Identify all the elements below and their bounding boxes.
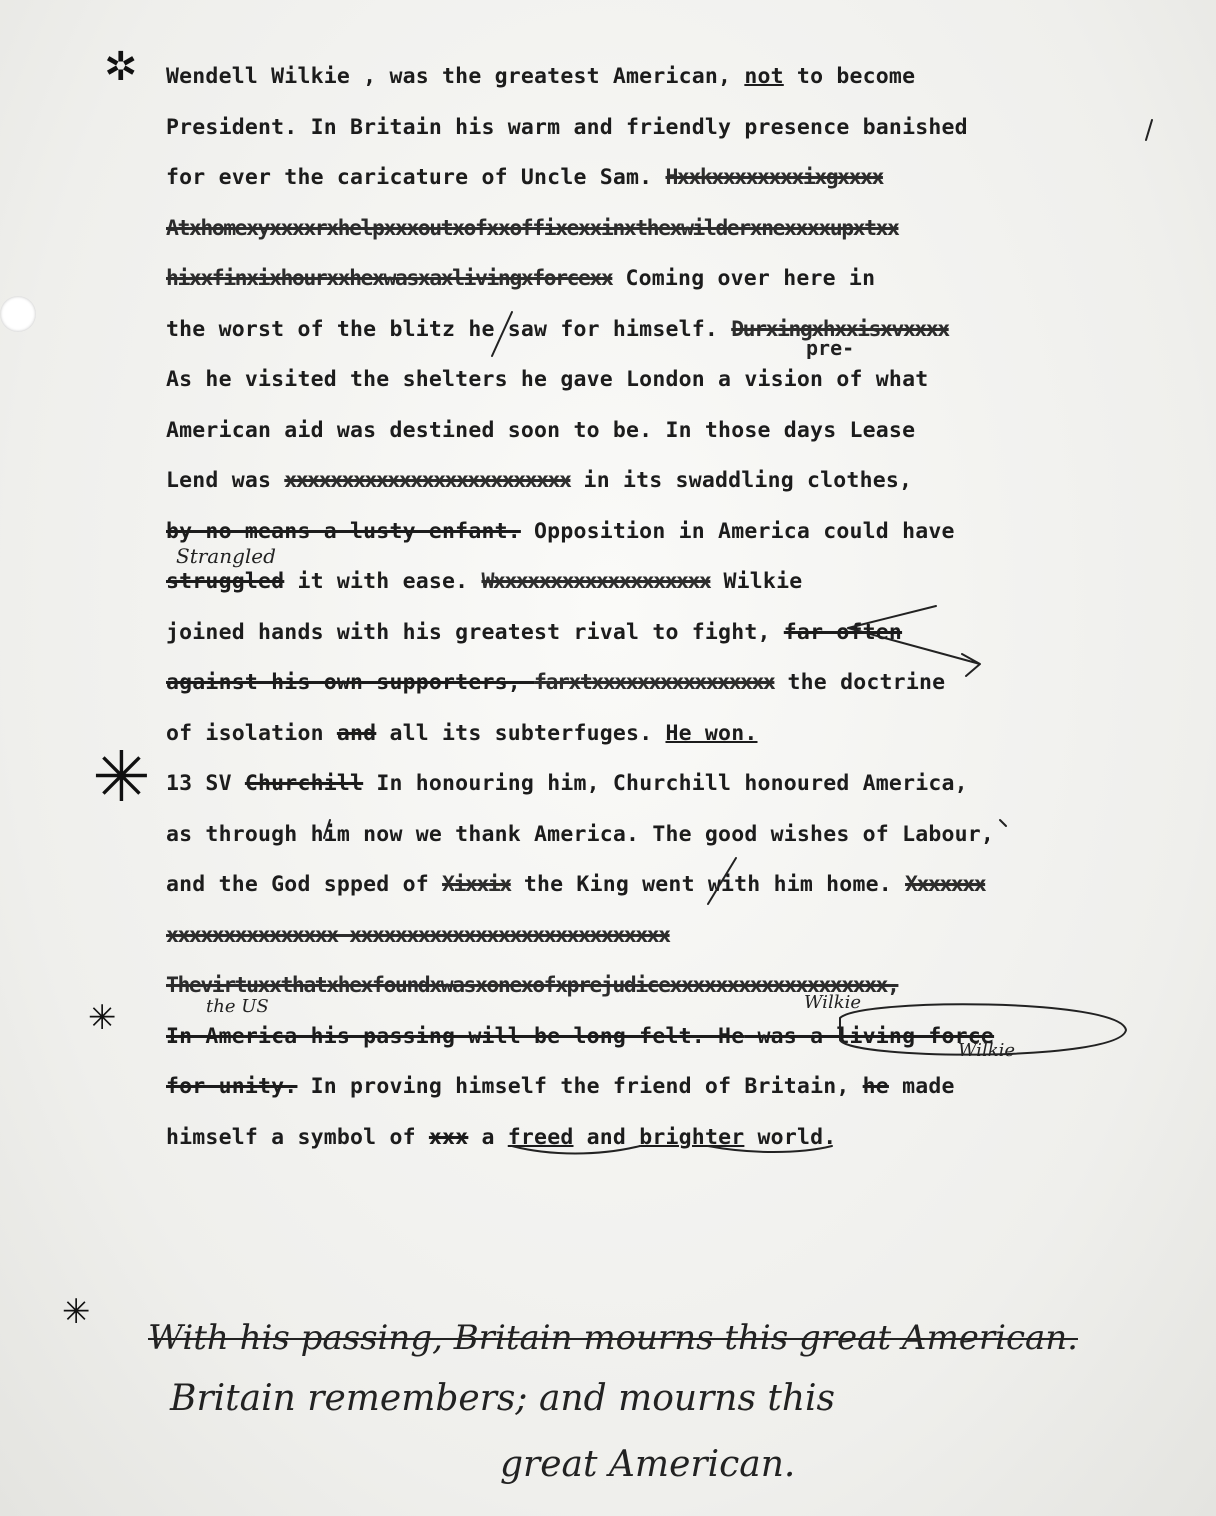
comma-mark-wishes bbox=[1000, 820, 1006, 826]
underline-mark-freed bbox=[512, 1146, 640, 1154]
annotation-the-us: the US bbox=[206, 996, 269, 1017]
crossed-out-text: In America his passing will be long felt. He bbox=[166, 1023, 745, 1049]
typed-text: of isolation bbox=[166, 720, 337, 746]
typed-text: world. bbox=[744, 1124, 837, 1150]
circle-mark-living-force bbox=[840, 1004, 1126, 1054]
struck-out-text: Durxingxhxxisxvxxxx bbox=[731, 316, 949, 342]
crossed-out-text: and bbox=[336, 720, 377, 746]
slash-mark-churchill bbox=[324, 820, 330, 838]
struck-out-text: farxtxxxxxxxxxxxxxxxx bbox=[534, 670, 775, 695]
crossed-out-text: for unity. bbox=[166, 1074, 298, 1099]
margin-star-mark: ✲ bbox=[104, 44, 138, 90]
typed-text: all its subterfuges. bbox=[376, 720, 666, 746]
typed-text: Opposition in America could have bbox=[520, 518, 955, 544]
crossed-out-text: he bbox=[862, 1074, 889, 1099]
struck-out-text: Thevirtuxxthatxhexfoundxwasxonexofxprejudicexxxxxxxxxxxxxxxxxxx, bbox=[166, 973, 899, 998]
typed-text: As he visited the shelters he gave London a vision of what bbox=[166, 367, 929, 392]
annotation-strangled: Strangled bbox=[176, 544, 276, 568]
typed-text: and bbox=[573, 1124, 640, 1150]
struck-out-text: Xixxix bbox=[442, 872, 511, 897]
handwritten-line-1: With his passing, Britain mourns this great American. bbox=[148, 1318, 1078, 1358]
crossed-out-text: by no means a lusty enfant. bbox=[166, 518, 521, 544]
underline-mark-brighter bbox=[708, 1146, 832, 1152]
slash-mark-top-right bbox=[1146, 120, 1152, 140]
underlined-text: not bbox=[744, 64, 784, 89]
typed-text: joined hands with his greatest rival to fight, bbox=[166, 619, 784, 645]
typed-text: American aid was destined soon to be. In those days Lease bbox=[166, 417, 916, 443]
crossed-out-text: struggled bbox=[166, 569, 285, 594]
struck-out-text: Xxxxxxx bbox=[905, 872, 986, 897]
typed-text: 13 SV bbox=[166, 771, 245, 796]
underlined-text: He won. bbox=[665, 720, 758, 746]
crossed-out-text: was a living force bbox=[744, 1023, 995, 1049]
slash-mark-king bbox=[708, 858, 736, 904]
typed-text: the King went with him home. bbox=[510, 872, 906, 897]
typed-text: Wendell Wilkie , was the greatest American, bbox=[166, 64, 745, 89]
crossed-out-text: far often bbox=[783, 619, 903, 645]
typed-text: made bbox=[888, 1074, 955, 1099]
typed-text: In proving himself the friend of Britain, bbox=[297, 1074, 863, 1099]
typed-text: President. In Britain his warm and friendly presence banished bbox=[166, 114, 968, 140]
typed-text: the doctrine bbox=[774, 670, 946, 695]
crossed-out-text: against his own supporters, bbox=[166, 670, 535, 695]
arrow-mark-fight bbox=[848, 606, 980, 676]
struck-out-text: Atxhomexyxxxxrxhelpxxxoutxofxxoffixexxinxthexwilderxnexxxxupxtxx bbox=[166, 215, 899, 241]
typed-text: the worst of the blitz he saw for himself. bbox=[166, 316, 732, 342]
struck-out-text: Wxxxxxxxxxxxxxxxxxxx bbox=[481, 569, 711, 594]
margin-asterisk-small-mark: ✳ bbox=[88, 998, 117, 1038]
underlined-text: freed bbox=[507, 1124, 574, 1150]
typed-text: in its swaddling clothes, bbox=[570, 468, 913, 493]
annotation-wilkie-2: Wilkie bbox=[958, 1040, 1016, 1061]
typed-text: for ever the caricature of Uncle Sam. bbox=[166, 165, 666, 190]
typed-text: and the God spped of bbox=[166, 872, 443, 897]
underlined-text: brighter bbox=[639, 1124, 745, 1150]
typed-text: himself a symbol of bbox=[166, 1124, 429, 1150]
typed-text: Wilkie bbox=[710, 569, 803, 594]
struck-out-text: hixxfinxixhourxxhexwasxaxlivingxforcexx bbox=[166, 266, 613, 291]
typed-text: Coming over here in bbox=[612, 266, 876, 291]
typed-text: In honouring him, Churchill honoured America, bbox=[363, 771, 968, 796]
handwritten-line-3: great American. bbox=[500, 1444, 796, 1485]
annotation-pre: pre- bbox=[806, 336, 855, 360]
slash-mark-blitz bbox=[492, 312, 512, 356]
typed-text: a bbox=[468, 1124, 508, 1150]
typed-text: it with ease. bbox=[284, 569, 482, 594]
handwritten-line-2: Britain remembers; and mourns this bbox=[170, 1378, 836, 1419]
struck-out-text: xxxxxxxxxxxxxxx xxxxxxxxxxxxxxxxxxxxxxxxxxxx bbox=[166, 922, 670, 948]
margin-asterisk-mark: ✳ bbox=[92, 736, 151, 818]
typed-text: Lend was bbox=[166, 468, 285, 493]
annotation-wilkie-1: Wilkie bbox=[804, 992, 862, 1013]
struck-out-text: xxxxxxxxxxxxxxxxxxxxxxxxx bbox=[284, 468, 571, 493]
typed-text: to become bbox=[783, 64, 916, 89]
crossed-out-text: xxx bbox=[428, 1124, 469, 1150]
struck-out-text: Hxxkxxxxxxxxixgxxxx bbox=[665, 165, 883, 190]
crossed-out-text: Churchill bbox=[244, 771, 364, 796]
margin-asterisk-bottom-mark: ✳ bbox=[62, 1292, 91, 1332]
typed-text: as through him now we thank America. The good wishes of Labour, bbox=[166, 821, 995, 847]
